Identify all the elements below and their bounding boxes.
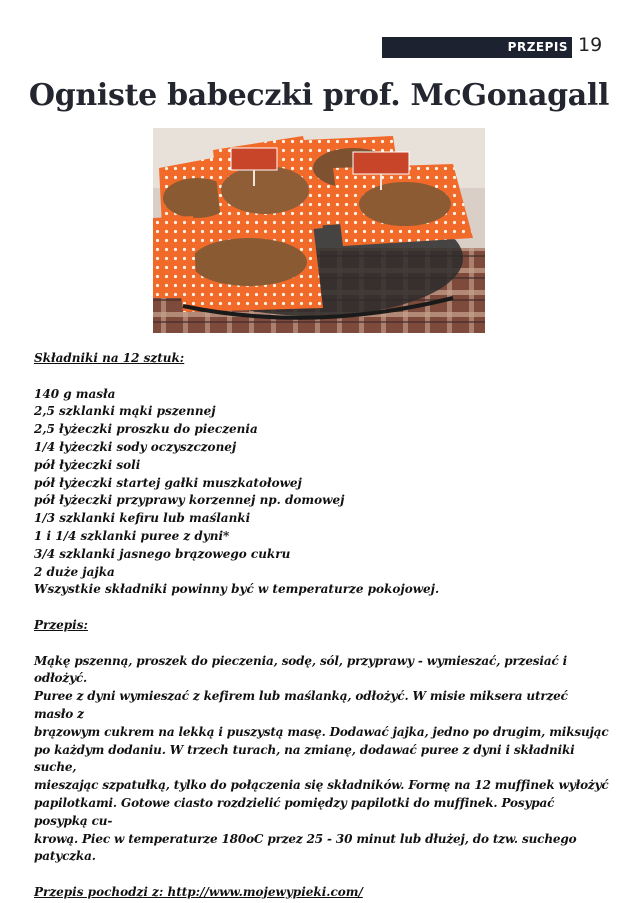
recipe-line: mieszając szpatułką, tylko do połączenia się składników. Formę na 12 muffinek wyłożyć — [34, 778, 609, 793]
muffins-photo — [153, 128, 485, 333]
muffin-4 — [333, 152, 473, 246]
recipe-line: po każdym dodaniu. W trzech turach, na zmianę, dodawać puree z dyni i składniki suche, — [34, 742, 575, 775]
flag-icon — [353, 152, 409, 174]
ingredients-heading: Składniki na 12 sztuk: — [34, 351, 185, 365]
ingredient-item: 1/4 łyżeczki sody oczyszczonej — [34, 439, 237, 454]
ingredient-item: pół łyżeczki soli — [34, 457, 141, 472]
page-title: Ogniste babeczki prof. McGonagall — [28, 78, 610, 113]
ingredient-item: 2,5 szklanki mąki pszennej — [34, 404, 216, 419]
recipe-line: papilotkami. Gotowe ciasto rozdzielić pomiędzy papilotki do muffinek. Posypać posypką cu- — [34, 795, 555, 828]
flag-icon — [231, 148, 277, 170]
recipe-content — [34, 350, 609, 902]
section-label: PRZEPIS — [507, 40, 568, 54]
ingredient-note: Wszystkie składniki powinny być w temperaturze pokojowej. — [34, 582, 440, 597]
ingredient-item: 140 g masła — [34, 386, 116, 401]
recipe-line: Mąkę pszenną, proszek do pieczenia, sodę, sól, przyprawy - wymieszać, przesiać i odłożyć. — [34, 653, 568, 686]
recipe-line: Puree z dyni wymieszać z kefirem lub maślanką, odłożyć. W misie miksera utrzeć masło z — [34, 689, 568, 721]
source-link[interactable]: Przepis pochodzi z: http://www.mojewypieki.com/ — [34, 884, 363, 899]
recipe-line: brązowym cukrem na lekką i puszystą masę. Dodawać jajka, jedno po drugim, miksując — [34, 724, 609, 739]
ingredient-item: 2 duże jajka — [34, 564, 115, 579]
recipe-line: krową. Piec w temperaturze 180oC przez 25 - 30 minut lub dłużej, do tzw. suchego patyczka. — [34, 831, 577, 864]
section-header-bar — [382, 37, 572, 58]
muffin-6 — [153, 216, 197, 298]
ingredient-item: 1 i 1/4 szklanki puree z dyni* — [34, 528, 230, 543]
recipe-heading: Przepis: — [34, 617, 88, 632]
ingredient-item: 3/4 szklanki jasnego brązowego cukru — [34, 546, 291, 561]
ingredient-item: 2,5 łyżeczki proszku do pieczenia — [34, 422, 258, 437]
ingredient-item: 1/3 szklanki kefiru lub maślanki — [34, 511, 251, 526]
ingredient-item: pół łyżeczki przyprawy korzennej np. domowej — [34, 493, 345, 508]
ingredient-item: pół łyżeczki startej gałki muszkatołowej — [34, 475, 302, 490]
page-number: 19 — [578, 34, 603, 56]
